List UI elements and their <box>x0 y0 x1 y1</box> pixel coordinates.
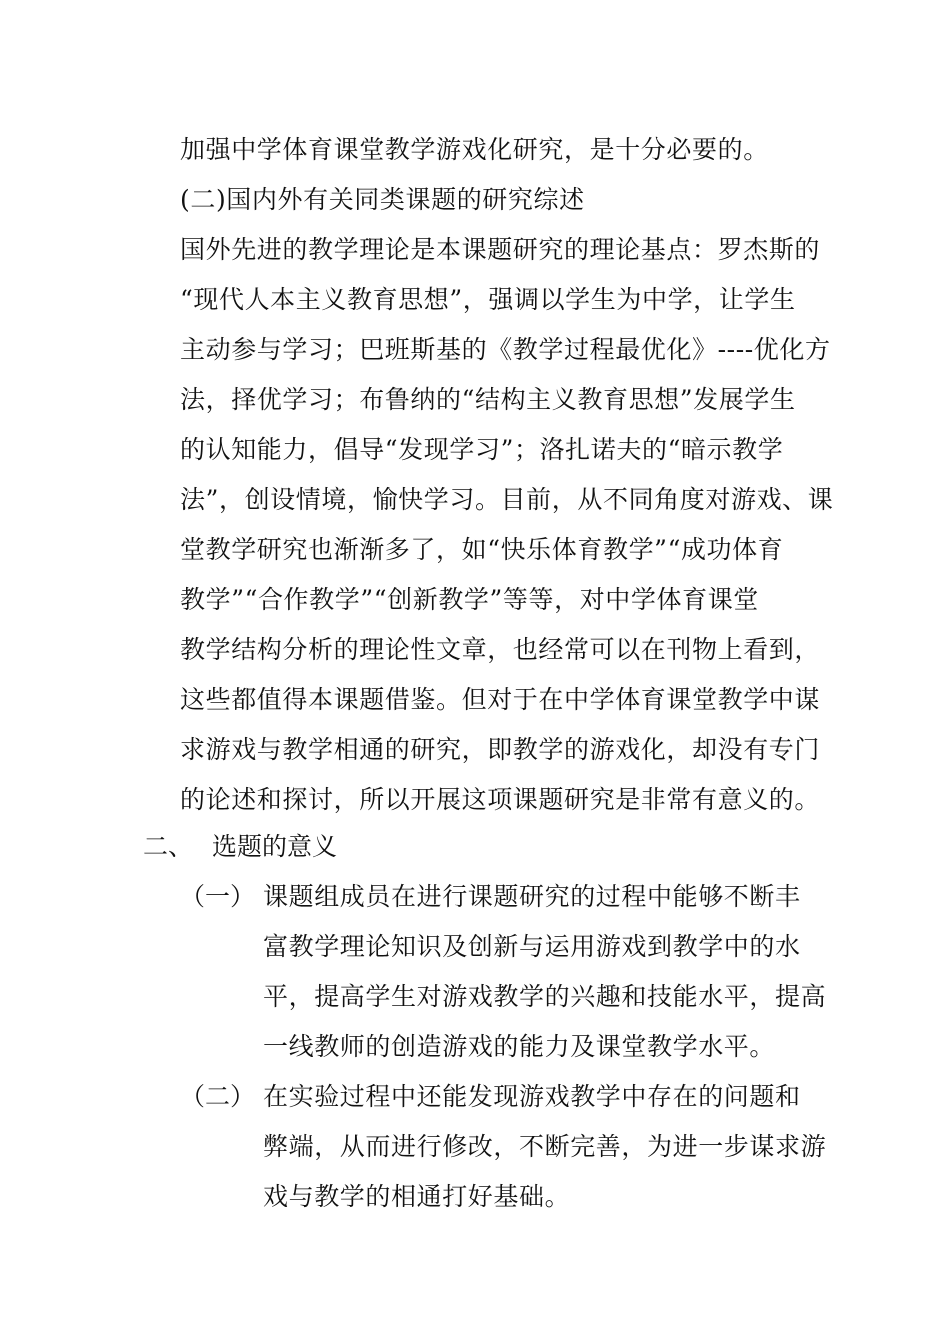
item-line: 富教学理论知识及创新与运用游戏到教学中的水 <box>263 932 801 961</box>
item-line: 一线教师的创造游戏的能力及课堂教学水平。 <box>263 1032 776 1061</box>
item-line: 课题组成员在进行课题研究的过程中能够不断丰 <box>263 882 801 911</box>
paragraph-line: 法”，创设情境，愉快学习。目前，从不同角度对游戏、课 <box>180 485 834 514</box>
item-marker: （二） <box>180 1082 256 1111</box>
item-line: 戏与教学的相通打好基础。 <box>263 1182 571 1211</box>
paragraph-line: 主动参与学习；巴班斯基的《教学过程最优化》----优化方 <box>180 335 831 364</box>
paragraph-line: 教学”“合作教学”“创新教学”等等，对中学体育课堂 <box>180 585 759 614</box>
paragraph-line: 法，择优学习；布鲁纳的“结构主义教育思想”发展学生 <box>180 385 796 414</box>
subsection-heading: (二)国内外有关同类课题的研究综述 <box>180 185 585 214</box>
paragraph-line: 教学结构分析的理论性文章，也经常可以在刊物上看到， <box>180 635 821 664</box>
paragraph-line: 的认知能力，倡导“发现学习”；洛扎诺夫的“暗示教学 <box>180 435 784 464</box>
item-marker: （一） <box>180 882 256 911</box>
paragraph-line: 的论述和探讨，所以开展这项课题研究是非常有意义的。 <box>180 785 821 814</box>
paragraph-line: “现代人本主义教育思想”，强调以学生为中学，让学生 <box>180 285 796 314</box>
paragraph-line: 这些都值得本课题借鉴。但对于在中学体育课堂教学中谋 <box>180 685 821 714</box>
item-line: 平，提高学生对游戏教学的兴趣和技能水平，提高 <box>263 982 827 1011</box>
paragraph-line: 求游戏与教学相通的研究，即教学的游戏化，却没有专门 <box>180 735 821 764</box>
item-line: 弊端，从而进行修改，不断完善，为进一步谋求游 <box>263 1132 827 1161</box>
paragraph-line: 国外先进的教学理论是本课题研究的理论基点：罗杰斯的 <box>180 235 821 264</box>
section-number: 二、 <box>143 832 194 861</box>
item-line: 在实验过程中还能发现游戏教学中存在的问题和 <box>263 1082 801 1111</box>
paragraph-line: 堂教学研究也渐渐多了，如“快乐体育教学”“成功体育 <box>180 535 784 564</box>
section-title: 选题的意义 <box>212 832 338 861</box>
intro-line: 加强中学体育课堂教学游戏化研究，是十分必要的。 <box>180 135 769 164</box>
